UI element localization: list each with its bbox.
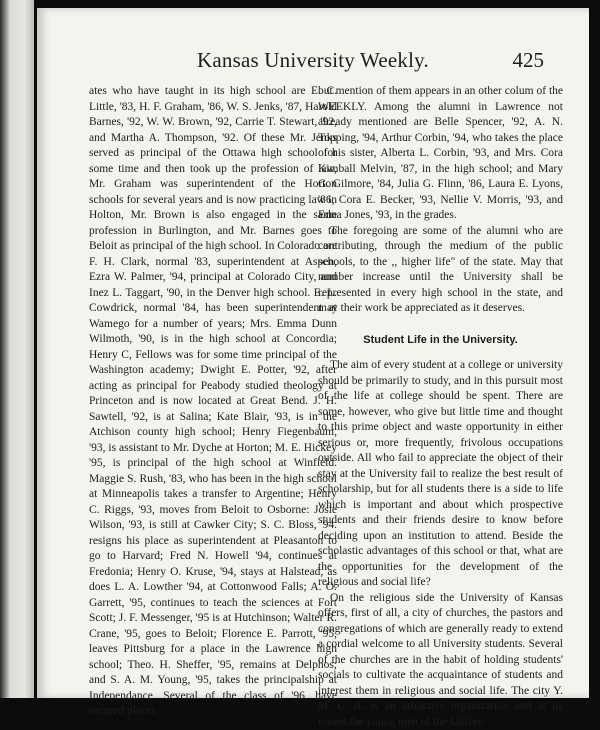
section-heading: Student Life in the University.: [318, 333, 563, 349]
journal-title: Kansas University Weekly.: [197, 48, 429, 73]
foregoing-alumni-paragraph: The foregoing are some of the alumni who are contributing, through the medium of the public schools, to the ,, higher life" of the state. May that number increase until the University shall be represented in every high school in the state, and may their work be appreciated as it deserves.: [318, 224, 563, 317]
religious-side-paragraph: On the religious side the University of Kansas offers, first of all, a city of churches, the pastors and congregations of which are generally ready to extend a cordial welcome to all University students. Several of the churches are in the habit of holding students' socials to cultivate the acquaintance of students and interest them in religious and social life. The city Y. M. C. A. is an attractive organization and at its rooms the young men of the Univer-: [318, 591, 563, 730]
previous-page-edge: [0, 0, 34, 698]
student-aim-paragraph: The aim of every student at a college or university should be primarily to study, and in this pursuit most of the life at college should be spent. There are some, however, who give but little time and thought to this prime object and waste opportunity in either serious or, more frequently, frivolous occupations outside. All who fail to appreciate the object of their stay at the University fail to realize the best result of scholarship, but for all students there is a side to life which is important and about which prospective students and their friends desire to know before deciding upon an institution to attend. Beside the scholastic advantages of this school or that, what are the opportunities for the development of the religious and social life?: [318, 358, 563, 591]
alumni-teachers-paragraph: ates who have taught in its high school are E. C. Little, '83, H. F. Graham, '86, W. S. Jenks, '87, Harold Barnes, '92, W. W. Brown, '92, Carrie T. Stewart, '92, and Martha A. Thompson, '92. Of these Mr. Jenks served as principal of the Ottawa high school for some time and then took up the profession of law, Mr. Graham was superintendent of the Horton schools for several years and is now practicing law in Holton, Mr. Brown is also engaged in the same profession in Burlington, and Mr. Barnes goes to Beloit as principal of the high school. In Colorado are F. H. Clark, normal '83, superintendent at Aspen, Ezra W. Palmer, '94, principal at Colorado City, and Inez L. Taggart, '90, in the Denver high school. E. L. Cowdrick, normal '84, has been superintendent at Wamego for a number of years; Mrs. Emma Dunn Wilmoth, '90, is in the high school at Concordia; Henry C, Fellows was for some time principal of the Washington academy; Dwight E. Potter, '92, after acting as principal for Peabody studied theology at Princeton and is now located at Great Bend. J. H. Sawtell, '92, is at Salina; Kate Blair, '93, is in the Atchison county high school; Henry Fiegenbaum, '93, is assistant to Mr. Dyche at Horton; M. E. Hickey '95, is principal of the high school at Winfield. Maggie S. Rush, '83, who has been in the high school at Minneapolis takes a transfer to Argentine; Henry C. Riggs, '93, moves from Beloit to Osborne: Josie Wilson, '93, is still at Cawker City; S. C. Bloss, '94. resigns his place as superintendent at Pleasanton to go to Harvard; Fred N. Howell '94, continues at Fredonia; Henry O. Kruse, '94, stays at Halstead, as does L. A. Lowther '94, at Cottonwood Falls; A. O. Garrett, '95, continues to teach the sciences at Fort Scott; J. F. Messenger, '95 is at Hutchinson; Walter R. Crane, '95, goes to Beloit; Florence E. Parrott, '95, leaves Pittsburg for a place in the Lawrence high school; Theo. H. Sheffer, '95, remains at Delphos; and S. A. M. Young, '95, takes the principalship at Independance. Several of the class of '96, have secured places: [89, 84, 337, 720]
right-column: [318, 84, 563, 730]
page-number: 425: [513, 48, 545, 73]
lawrence-alumni-paragraph: but mention of them appears in an other colum of the WEEKLY. Among the alumni in Lawrence not already mentioned are Belle Spencer, '92, A. N. Topping, '94, Arthur Corbin, '94, who takes the place of his sister, Alberta L. Corbin, '93, and Mrs. Cora Kimball Melvin, '87, in the high school; and Mary G. Gilmore, '84, Julia G. Flinn, '86, Laura E. Lyons, '86, Cora E. Becker, '93, Nellie V. Morris, '93, and Edna Jones, '93, in the grades.: [318, 84, 563, 224]
page-header: [37, 48, 589, 78]
left-column: [89, 84, 337, 720]
journal-page: [37, 8, 589, 698]
